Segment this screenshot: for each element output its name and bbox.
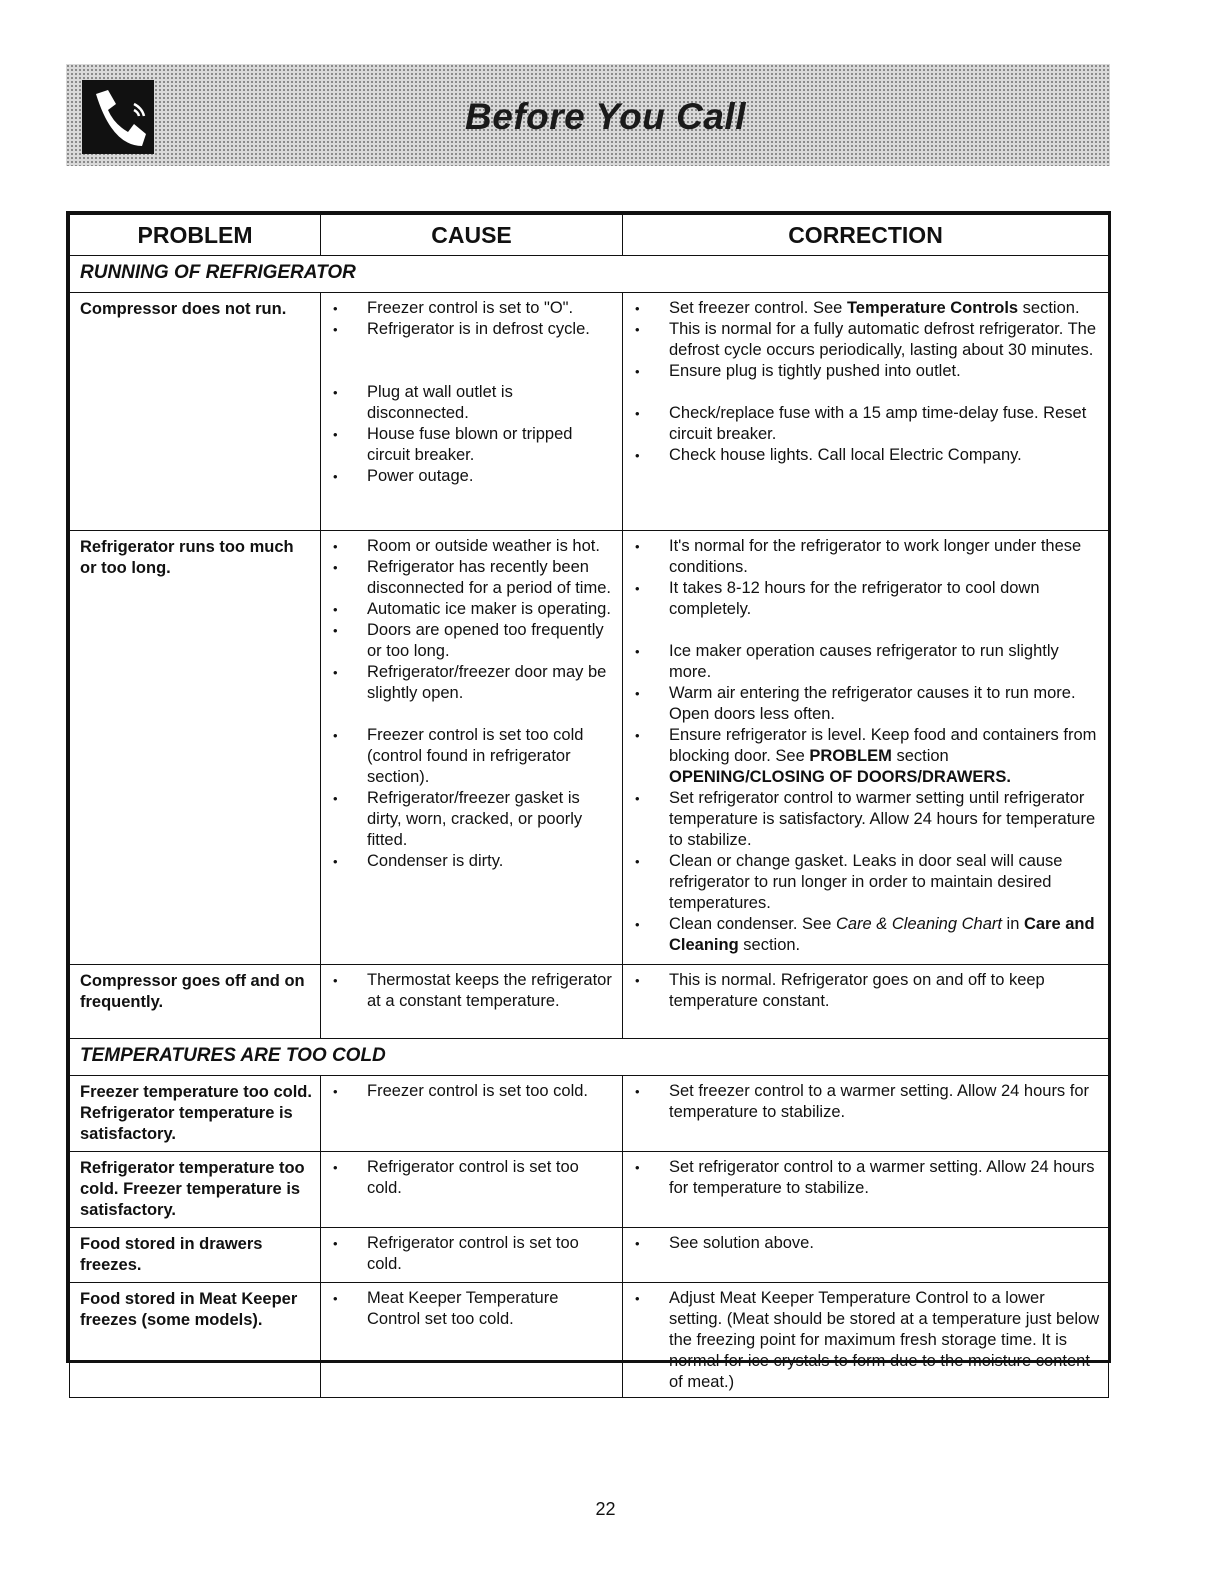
correction-text: section. — [738, 936, 801, 954]
correction-cell — [623, 1283, 1109, 1398]
section-row — [70, 1039, 1109, 1076]
correction-cell — [623, 531, 1109, 965]
cause-item: • Power outage. — [327, 466, 616, 487]
correction-text: section — [891, 747, 949, 765]
cause-item: • Meat Keeper Temperature Control set too cold. — [327, 1288, 616, 1330]
correction-item: • Check/replace fuse with a 15 amp time-delay fuse. Reset circuit breaker. — [629, 403, 1102, 445]
cause-cell — [321, 1283, 623, 1398]
cause-item: • Plug at wall outlet is disconnected. — [327, 382, 616, 424]
table-row — [70, 965, 1109, 1039]
correction-item — [629, 298, 1102, 319]
column-header-cause: CAUSE — [321, 215, 623, 256]
correction-item: • Adjust Meat Keeper Temperature Control to a lower setting. (Meat should be stored at a temperature just below the freezing point for maximum fresh storage time. It is normal for ice crystals to form due to the moisture content of meat.) — [629, 1288, 1102, 1393]
correction-item: • Check house lights. Call local Electric Company. — [629, 445, 1102, 466]
cause-item: • Refrigerator/freezer gasket is dirty, worn, cracked, or poorly fitted. — [327, 788, 616, 851]
correction-item — [629, 725, 1102, 788]
correction-text-bold: OPENING/CLOSING OF DOORS/DRAWERS. — [669, 768, 1011, 786]
cause-item: • Refrigerator control is set too cold. — [327, 1157, 616, 1199]
table-row — [70, 1283, 1109, 1398]
correction-cell — [623, 1152, 1109, 1228]
problem-cell: Refrigerator temperature too cold. Freezer temperature is satisfactory. — [70, 1152, 321, 1228]
correction-text: in — [1001, 915, 1024, 933]
cause-cell — [321, 293, 623, 531]
correction-text-italic: Care & Cleaning Chart — [835, 915, 1002, 933]
correction-text-bold: PROBLEM — [809, 747, 892, 765]
correction-cell — [623, 1076, 1109, 1152]
correction-item: • Set refrigerator control to a warmer setting. Allow 24 hours for temperature to stabilize. — [629, 1157, 1102, 1199]
problem-cell: Freezer temperature too cold. Refrigerator temperature is satisfactory. — [70, 1076, 321, 1152]
cause-item: • Doors are opened too frequently or too long. — [327, 620, 616, 662]
troubleshooting-table — [66, 211, 1111, 1391]
correction-item: • Clean or change gasket. Leaks in door seal will cause refrigerator to run longer in order to maintain desired temperatures. — [629, 851, 1102, 914]
cause-cell — [321, 531, 623, 965]
correction-cell — [623, 1228, 1109, 1283]
correction-item: • Set freezer control to a warmer setting. Allow 24 hours for temperature to stabilize. — [629, 1081, 1102, 1123]
cause-cell — [321, 1152, 623, 1228]
table-row — [70, 1228, 1109, 1283]
correction-item: • Ice maker operation causes refrigerator to run slightly more. — [629, 641, 1102, 683]
table-row — [70, 1152, 1109, 1228]
cause-item: • Refrigerator control is set too cold. — [327, 1233, 616, 1275]
cause-item: • Refrigerator has recently been disconnected for a period of time. — [327, 557, 616, 599]
correction-text: Ensure refrigerator is level. Keep food and containers from blocking door. See — [669, 726, 1097, 765]
cause-item: • Refrigerator/freezer door may be slightly open. — [327, 662, 616, 704]
page-title: Before You Call — [465, 96, 746, 137]
section-title: RUNNING OF REFRIGERATOR — [70, 256, 1109, 293]
cause-item: • Refrigerator is in defrost cycle. — [327, 319, 616, 340]
problem-cell: Food stored in Meat Keeper freezes (some models). — [70, 1283, 321, 1398]
correction-text: section. — [1018, 299, 1080, 317]
correction-item: • This is normal. Refrigerator goes on and off to keep temperature constant. — [629, 970, 1102, 1012]
cause-item: • Room or outside weather is hot. — [327, 536, 616, 557]
table-row — [70, 531, 1109, 965]
problem-cell: Compressor goes off and on frequently. — [70, 965, 321, 1039]
cause-item: • Automatic ice maker is operating. — [327, 599, 616, 620]
correction-cell — [623, 965, 1109, 1039]
correction-text: Clean condenser. See — [669, 915, 836, 933]
correction-text-bold: Care and Cleaning — [669, 915, 1095, 954]
correction-item: • It takes 8-12 hours for the refrigerator to cool down completely. — [629, 578, 1102, 620]
correction-item: • This is normal for a fully automatic defrost refrigerator. The defrost cycle occurs periodically, lasting about 30 minutes. — [629, 319, 1102, 361]
cause-cell — [321, 1076, 623, 1152]
cause-cell — [321, 965, 623, 1039]
cause-item: • Condenser is dirty. — [327, 851, 616, 872]
correction-text-bold: Temperature Controls — [846, 299, 1019, 317]
cause-item: • Freezer control is set to "O". — [327, 298, 616, 319]
section-row — [70, 256, 1109, 293]
section-title: TEMPERATURES ARE TOO COLD — [70, 1039, 1109, 1076]
correction-item: • Ensure plug is tightly pushed into outlet. — [629, 361, 1102, 382]
correction-item: • Set refrigerator control to warmer setting until refrigerator temperature is satisfactory. Allow 24 hours for temperature to stabilize. — [629, 788, 1102, 851]
cause-item: • Freezer control is set too cold. — [327, 1081, 616, 1102]
problem-cell: Food stored in drawers freezes. — [70, 1228, 321, 1283]
correction-text: Set freezer control. See — [669, 299, 847, 317]
problem-cell: Refrigerator runs too much or too long. — [70, 531, 321, 965]
table-row — [70, 293, 1109, 531]
cause-item: • House fuse blown or tripped circuit breaker. — [327, 424, 616, 466]
correction-item — [629, 914, 1102, 956]
table-row — [70, 1076, 1109, 1152]
column-header-problem: PROBLEM — [70, 215, 321, 256]
problem-cell: Compressor does not run. — [70, 293, 321, 531]
table-header-row — [70, 215, 1109, 256]
page-number: 22 — [595, 1499, 616, 1519]
correction-cell — [623, 293, 1109, 531]
correction-item: • It's normal for the refrigerator to work longer under these conditions. — [629, 536, 1102, 578]
cause-item: • Thermostat keeps the refrigerator at a constant temperature. — [327, 970, 616, 1012]
cause-cell — [321, 1228, 623, 1283]
correction-item: • Warm air entering the refrigerator causes it to run more. Open doors less often. — [629, 683, 1102, 725]
column-header-correction: CORRECTION — [623, 215, 1109, 256]
cause-item: • Freezer control is set too cold (control found in refrigerator section). — [327, 725, 616, 788]
correction-item: • See solution above. — [629, 1233, 1102, 1254]
